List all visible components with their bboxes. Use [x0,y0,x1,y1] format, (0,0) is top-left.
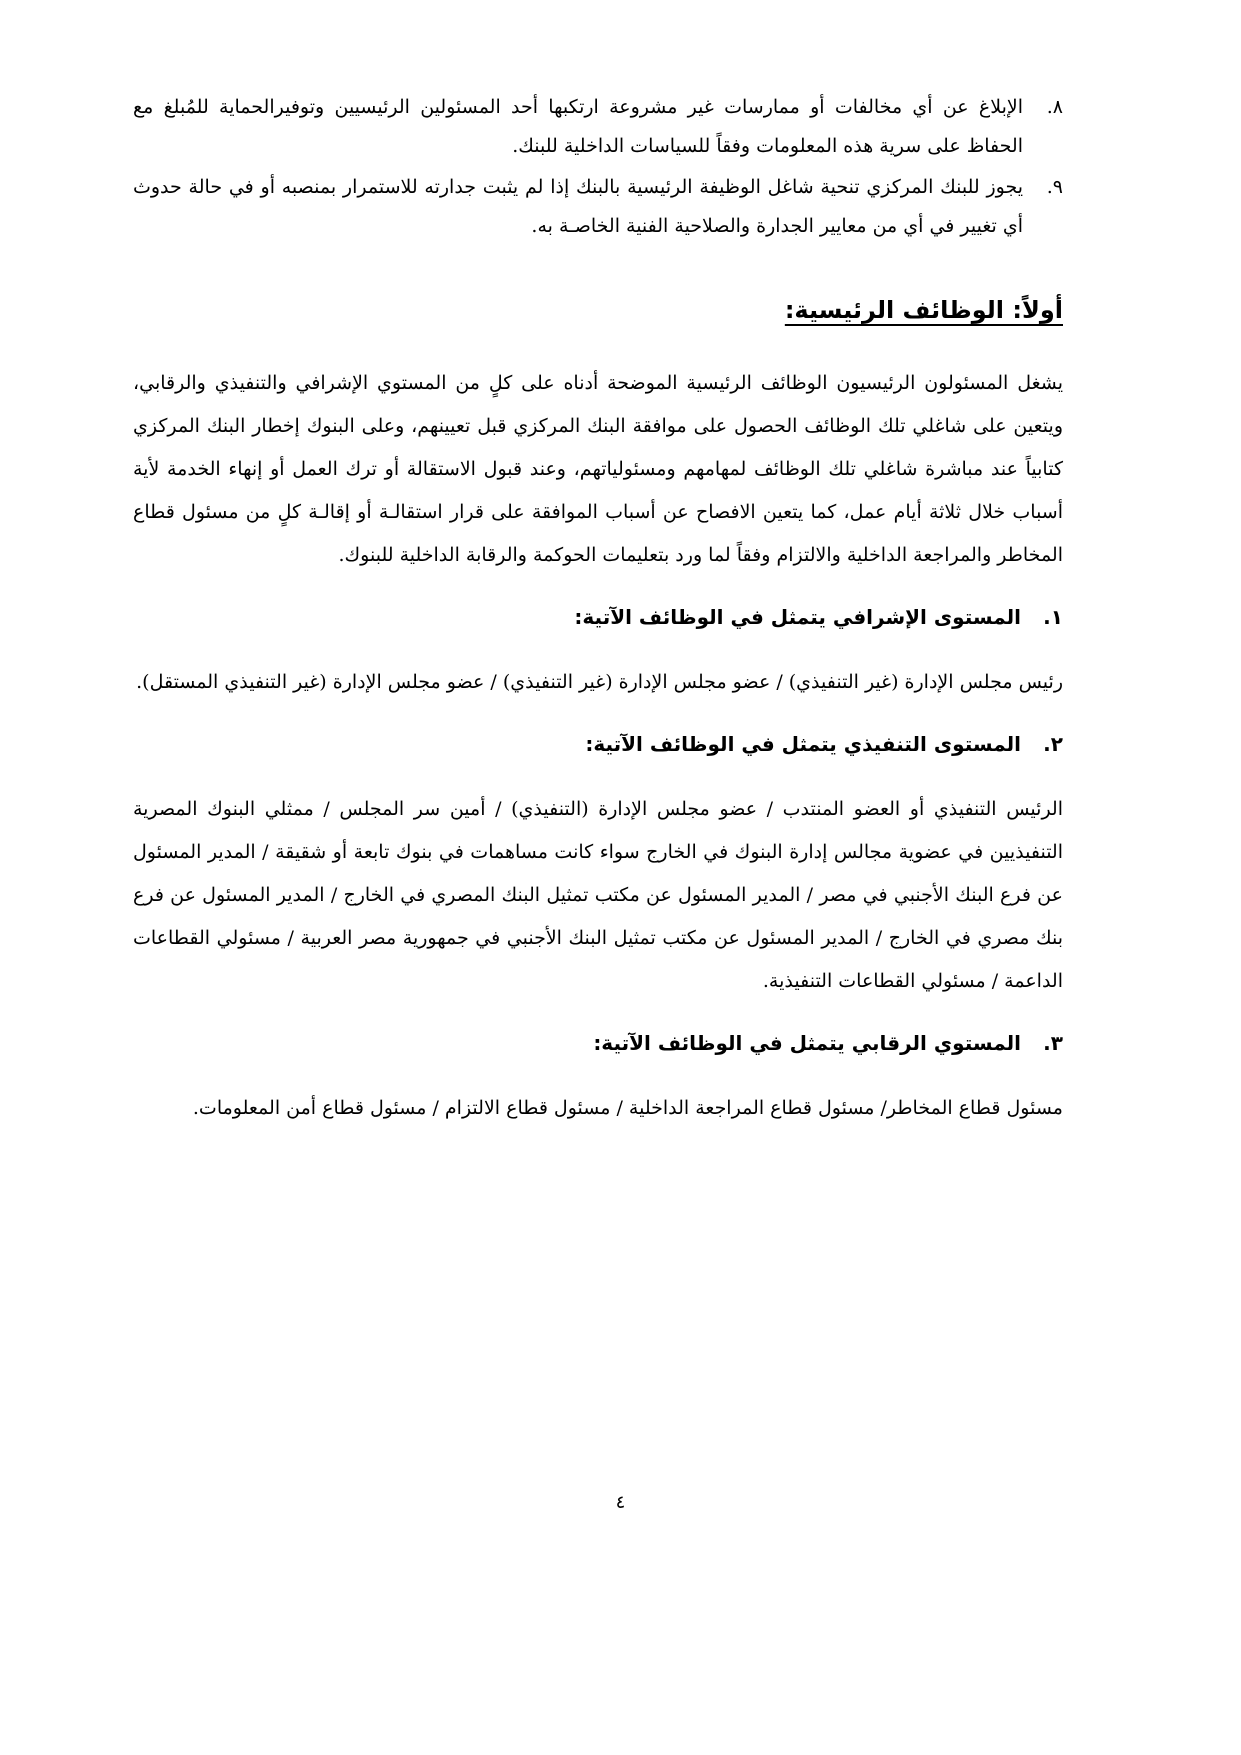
list-item-9 [133,168,1063,246]
section-title: أولاً: الوظائف الرئيسية: [784,296,1063,324]
list-item-text: الإبلاغ عن أي مخالفات أو ممارسات غير مشروعة ارتكبها أحد المسئولين الرئيسيين وتوفيرالحماية للمُبلغ مع الحفاظ على سرية هذه المعلومات وفقاً للسياسات الداخلية للبنك. [133,96,1023,157]
level-number: ٢. [1043,732,1063,756]
list-item-number: ٩. [1046,176,1063,198]
level-text-executive: الرئيس التنفيذي أو العضو المنتدب / عضو مجلس الإدارة (التنفيذي) / أمين سر المجلس / ممثلي البنوك المصرية التنفيذيين في عضوية مجالس إدارة البنوك في الخارج سواء كانت مساهمات في بنوك تابعة أو شقيقة / المدير المسئول عن فرع البنك الأجنبي في مصر / المدير المسئول عن مكتب تمثيل البنك المصري في الخارج / المدير المسئول عن فرع بنك مصري في الخارج / المدير المسئول عن مكتب تمثيل البنك الأجنبي في جمهورية مصر العربية / مسئولي القطاعات الداعمة / مسئولي القطاعات التنفيذية. [133,798,1063,992]
level-heading-text: المستوي الرقابي يتمثل في الوظائف الآتية: [593,1031,1021,1055]
level-heading-control [133,1025,1063,1061]
list-item-8 [133,88,1063,166]
level-text-supervisory: رئيس مجلس الإدارة (غير التنفيذي) / عضو مجلس الإدارة (غير التنفيذي) / عضو مجلس الإدارة (غير التنفيذي المستقل). [136,671,1063,693]
level-heading-text: المستوى الإشرافي يتمثل في الوظائف الآتية: [574,605,1021,629]
level-text-control: مسئول قطاع المخاطر/ مسئول قطاع المراجعة الداخلية / مسئول قطاع الالتزام / مسئول قطاع أمن المعلومات. [192,1097,1063,1119]
level-heading-executive [133,726,1063,762]
level-heading-supervisory [133,599,1063,635]
level-number: ٣. [1043,1031,1063,1055]
list-item-number: ٨. [1046,96,1063,118]
section-intro-paragraph: يشغل المسئولون الرئيسيون الوظائف الرئيسية الموضحة أدناه على كلٍ من المستوي الإشرافي والتنفيذي والرقابي، ويتعين على شاغلي تلك الوظائف الحصول على موافقة البنك المركزي قبل تعيينهم، وعلى البنوك إخطار البنك المركزي كتابياً عند مباشرة شاغلي تلك الوظائف لمهامهم ومسئولياتهم، وعند قبول الاستقالة أو ترك العمل أو إنهاء الخدمة لأية أسباب خلال ثلاثة أيام عمل، كما يتعين الافصاح عن أسباب الموافقة على قرار استقالـة أو إقالـة كلٍ من مسئول قطاع المخاطر والمراجعة الداخلية والالتزام وفقاً لما ورد بتعليمات الحوكمة والرقابة الداخلية للبنوك. [133,372,1063,566]
level-heading-text: المستوى التنفيذي يتمثل في الوظائف الآتية: [585,732,1021,756]
page-content [133,88,1063,1130]
level-number: ١. [1043,605,1063,629]
page-number: ٤ [615,1492,626,1513]
list-item-text: يجوز للبنك المركزي تنحية شاغل الوظيفة الرئيسية بالبنك إذا لم يثبت جدارته للاستمرار بمنصبه أو في حالة حدوث أي تغيير في أي من معايير الجدارة والصلاحية الفنية الخاصـة به. [133,176,1023,237]
